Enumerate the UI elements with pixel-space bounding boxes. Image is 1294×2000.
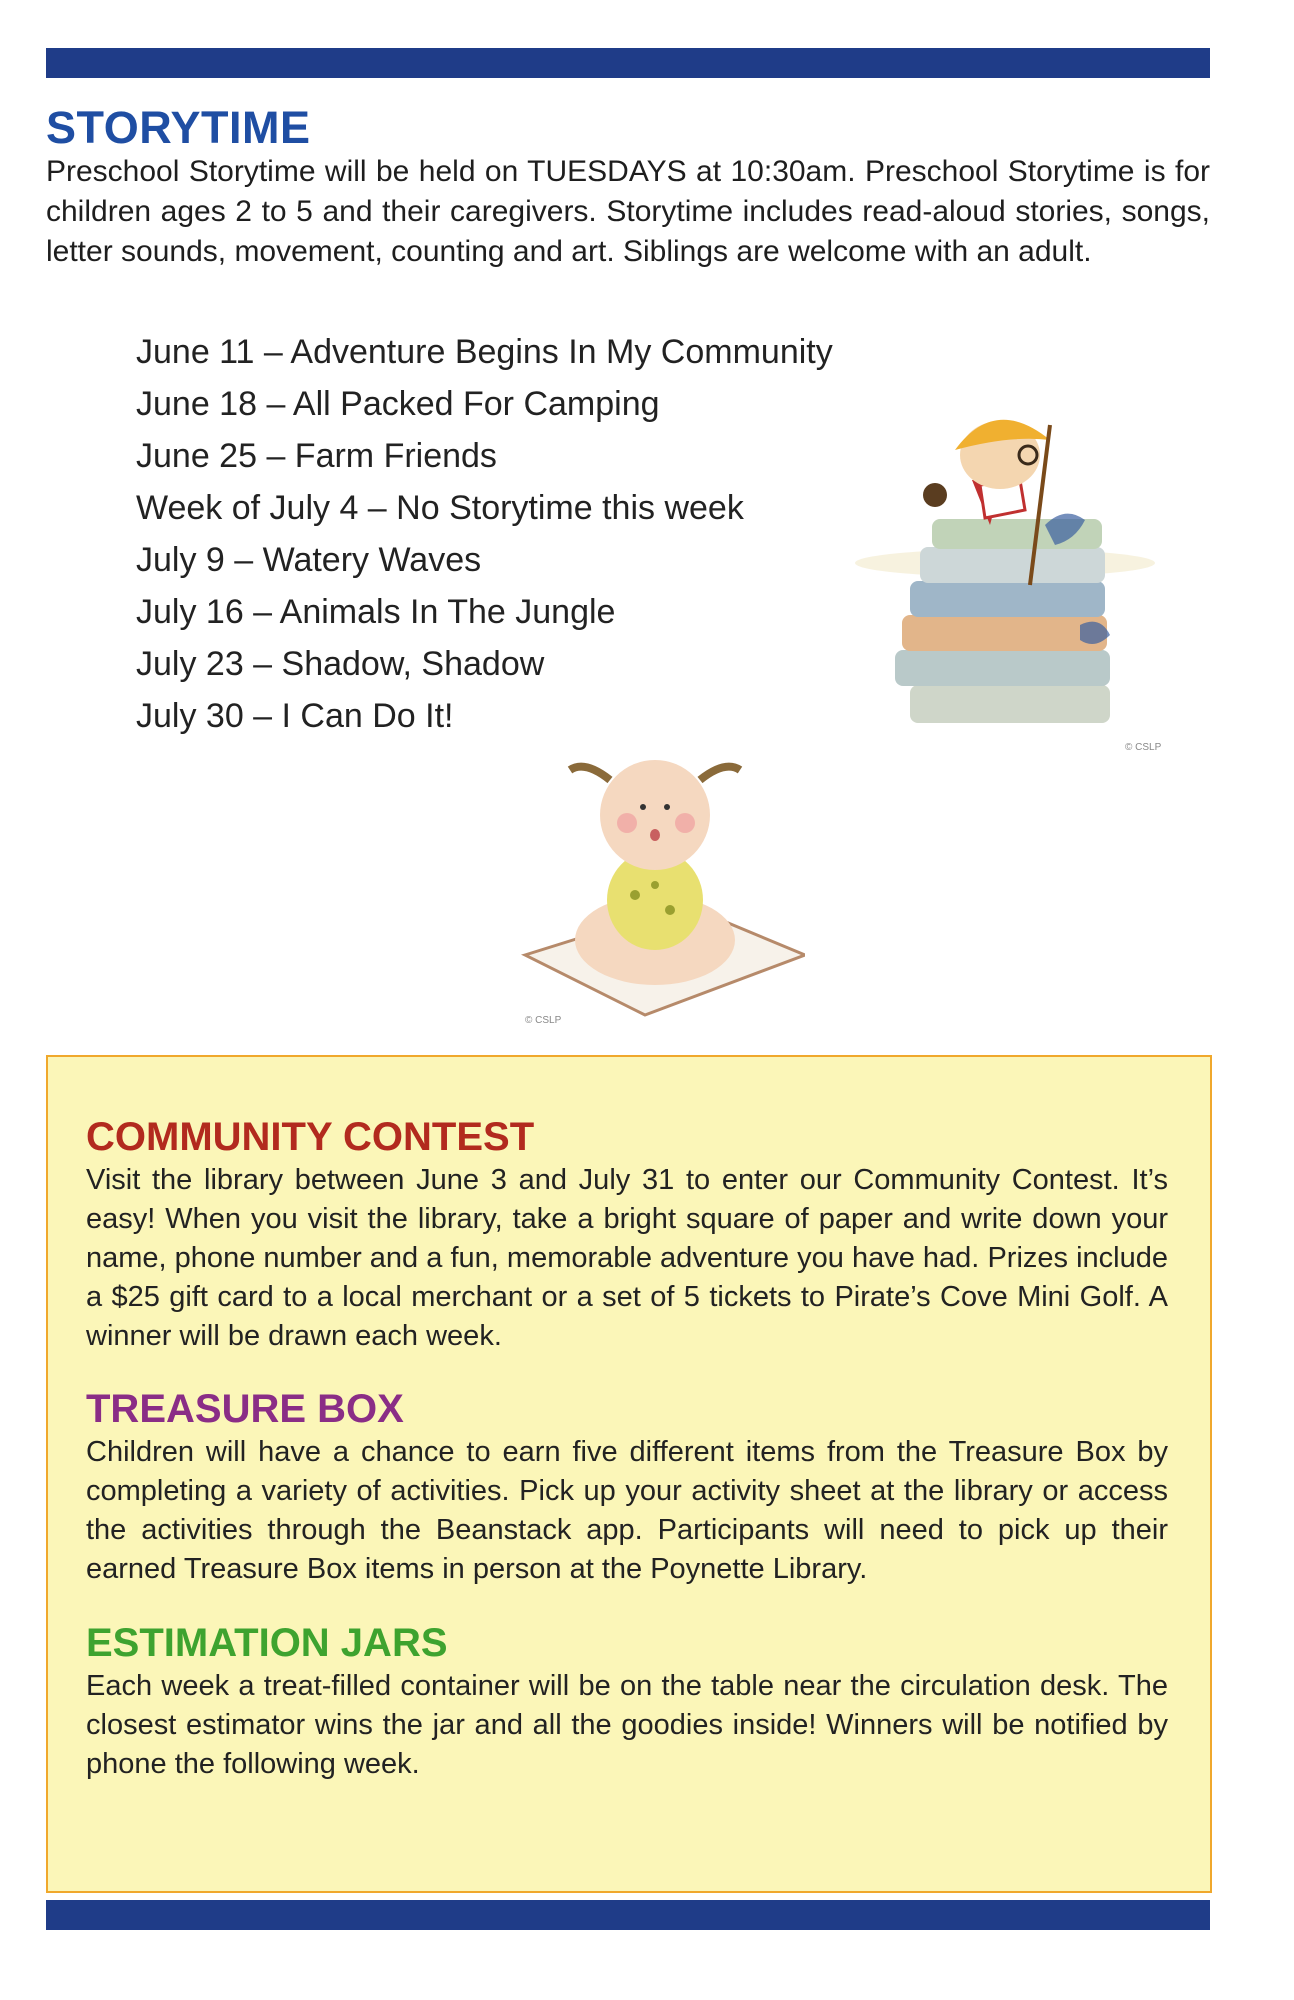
storytime-schedule	[136, 326, 833, 742]
schedule-item: July 30 – I Can Do It!	[136, 697, 454, 735]
storytime-title: STORYTIME	[46, 102, 311, 153]
schedule-item: July 23 – Shadow, Shadow	[136, 645, 545, 683]
treasure-box-description: Children will have a chance to earn five different items from the Treasure Box by completing a variety of activities. Pick up your activity sheet at the library or access the activities through the Beanstack app. Participants will need to pick up their earned Treasure Box items in person at the Poynette Library.	[86, 1436, 1168, 1585]
community-contest-title: COMMUNITY CONTEST	[86, 1115, 535, 1159]
estimation-jars-title: ESTIMATION JARS	[86, 1621, 448, 1665]
schedule-item: June 25 – Farm Friends	[136, 437, 497, 475]
schedule-item: Week of July 4 – No Storytime this week	[136, 489, 744, 527]
hiker-on-books-illustration	[840, 385, 1180, 755]
programs-info-box	[46, 1055, 1212, 1893]
baby-on-book-illustration	[515, 745, 805, 1030]
schedule-item: July 9 – Watery Waves	[136, 541, 482, 579]
schedule-item: June 18 – All Packed For Camping	[136, 385, 660, 423]
community-contest-description: Visit the library between June 3 and July 31 to enter our Community Contest. It’s easy! When you visit the library, take a bright square of paper and write down your name, phone number and a fun, memorable adventure you have had. Prizes include a $25 gift card to a local merchant or a set of 5 tickets to Pirate’s Cove Mini Golf. A winner will be drawn each week.	[86, 1164, 1168, 1352]
schedule-item: June 11 – Adventure Begins In My Community	[136, 333, 833, 371]
estimation-jars-description: Each week a treat-filled container will be on the table near the circulation desk. The closest estimator wins the jar and all the goodies inside! Winners will be notified by phone the following week.	[86, 1670, 1168, 1780]
storytime-description: Preschool Storytime will be held on TUESDAYS at 10:30am. Preschool Storytime is for children ages 2 to 5 and their caregivers. Storytime includes read-aloud stories, songs, letter sounds, movement, counting and art. Siblings are welcome with an adult.	[46, 155, 1210, 268]
top-divider-bar	[46, 48, 1210, 78]
schedule-item: July 16 – Animals In The Jungle	[136, 593, 616, 631]
treasure-box-title: TREASURE BOX	[86, 1387, 404, 1431]
bottom-divider-bar	[46, 1900, 1210, 1930]
hiker-copyright: © CSLP	[1125, 742, 1162, 753]
baby-copyright: © CSLP	[525, 1015, 562, 1026]
